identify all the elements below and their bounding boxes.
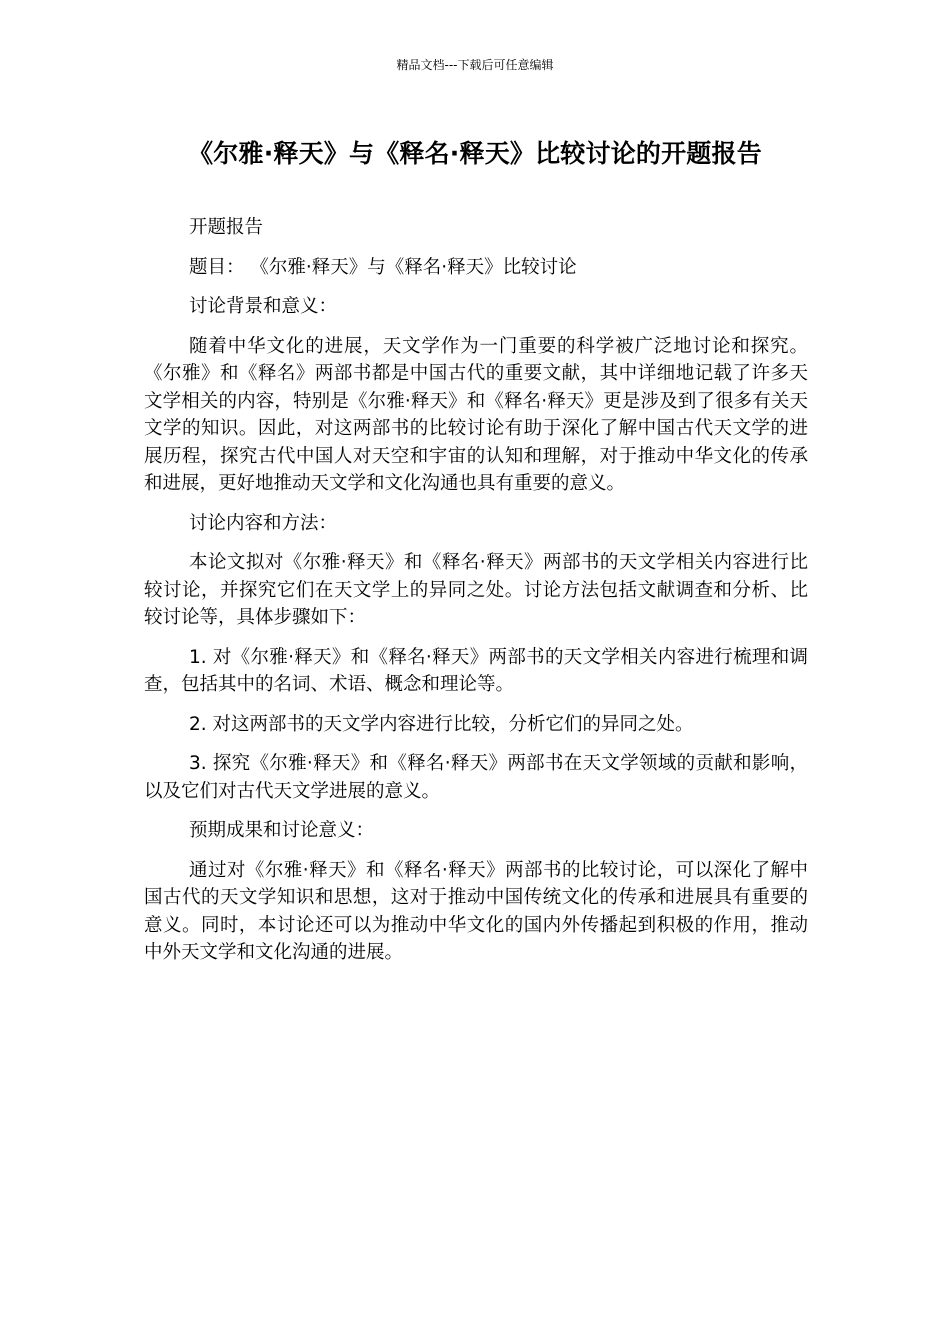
section-heading-expected-results: 预期成果和讨论意义： — [189, 820, 375, 841]
section-heading-content-method: 讨论内容和方法： — [189, 512, 338, 534]
document-title: 《尔雅·释天》与《释名·释天》比较讨论的开题报告 — [188, 139, 762, 168]
step-1: 1. 对《尔雅·释天》和《释名·释天》两部书的天文学相关内容进行梳理和调查，包括其中的名词、术语、概念和理论等。 — [144, 646, 808, 695]
step-2: 2. 对这两部书的天文学内容进行比较，分析它们的异同之处。 — [189, 713, 694, 735]
document-body — [144, 214, 808, 979]
paragraph-expected-results: 通过对《尔雅·释天》和《释名·释天》两部书的比较讨论，可以深化了解中国古代的天文学知识和思想，这对于推动中国传统文化的传承和进展具有重要的意义。同时，本讨论还可以为推动中华文化的国内外传播起到积极的作用，推动中外天文学和文化沟通的进展。 — [144, 859, 808, 963]
topic-line: 题目： 《尔雅·释天》与《释名·释天》比较讨论 — [189, 256, 577, 278]
header-note: 精品文档---下载后可任意编辑 — [396, 58, 554, 72]
paragraph-method: 本论文拟对《尔雅·释天》和《释名·释天》两部书的天文学相关内容进行比较讨论，并探究它们在天文学上的异同之处。讨论方法包括文献调查和分析、比较讨论等，具体步骤如下： — [144, 552, 808, 628]
step-3: 3. 探究《尔雅·释天》和《释名·释天》两部书在天文学领域的贡献和影响，以及它们对古代天文学进展的意义。 — [144, 753, 808, 802]
section-label-report: 开题报告 — [189, 217, 264, 238]
section-heading-background: 讨论背景和意义： — [189, 296, 338, 317]
paragraph-background: 随着中华文化的进展，天文学作为一门重要的科学被广泛地讨论和探究。《尔雅》和《释名》两部书都是中国古代的重要文献，其中详细地记载了许多天文学相关的内容，特别是《尔雅·释天》和《释名·释天》更是涉及到了很多有关天文学的知识。因此，对这两部书的比较讨论有助于深化了解中国古代天文学的进展历程，探究古代中国人对天空和宇宙的认知和理解，对于推动中华文化的传承和进展，更好地推动天文学和文化沟通也具有重要的意义。 — [144, 335, 808, 494]
